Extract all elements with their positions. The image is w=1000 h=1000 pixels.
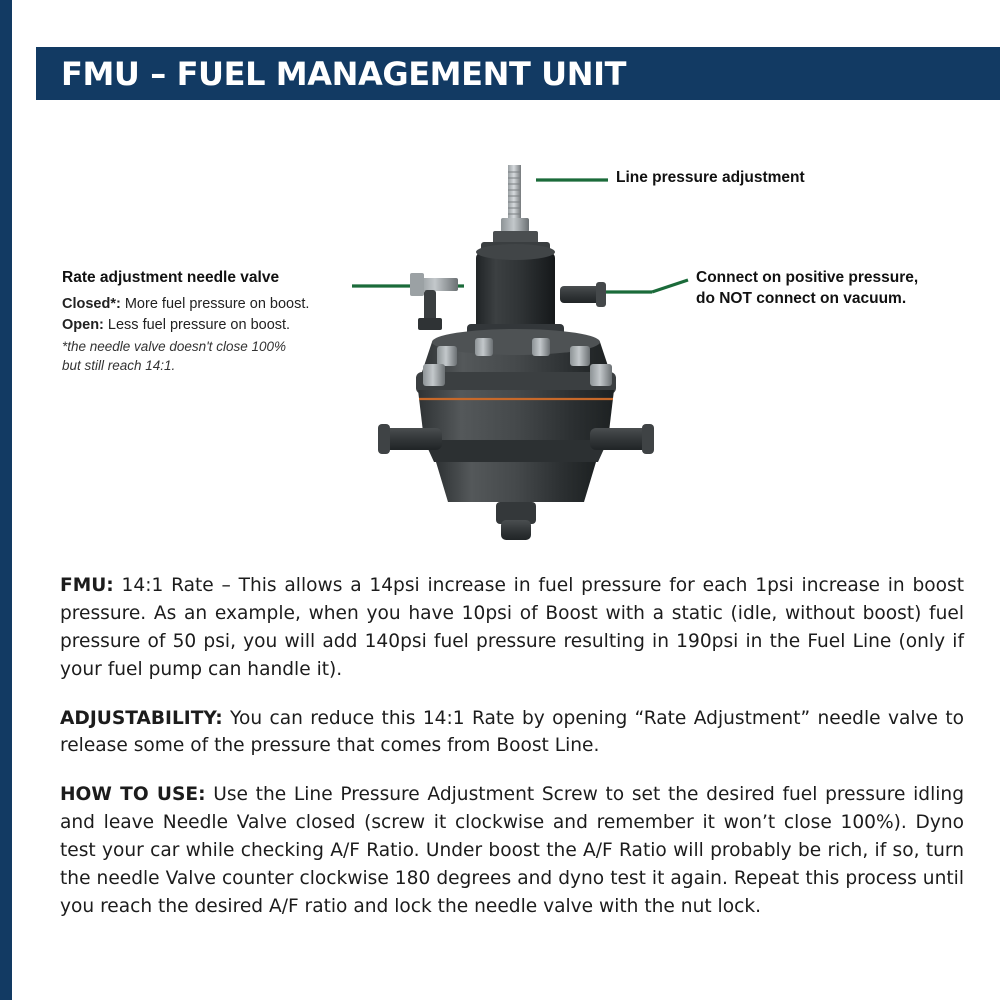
body-copy	[60, 572, 964, 921]
callout-line-pressure: Line pressure adjustment	[616, 169, 805, 186]
callout-rate-body	[62, 294, 402, 375]
callout-rate-note-line1: *the needle valve doesn't close 100%	[62, 339, 286, 355]
paragraph-how-to-use	[60, 781, 964, 920]
needle-valve-fitting	[410, 273, 458, 330]
regulator-cap	[467, 242, 564, 342]
paragraph-how-to-use-label: HOW TO USE:	[60, 784, 206, 806]
callout-rate-closed-label: Closed*:	[62, 296, 121, 312]
callout-rate-open-text: Less fuel pressure on boost.	[103, 316, 291, 333]
boost-port	[560, 282, 606, 307]
bottom-outlet	[496, 502, 536, 540]
header-bar	[36, 47, 1000, 100]
paragraph-adjustability-text: You can reduce this 14:1 Rate by opening “Rate Adjustment” needle valve to release some of the pressure that comes from Boost Line.	[60, 707, 964, 757]
paragraph-adjustability-label: ADJUSTABILITY:	[60, 707, 223, 729]
callout-connect-positive	[696, 268, 996, 310]
line-pressure-screw	[493, 165, 538, 244]
product-diagram	[12, 110, 1000, 540]
callout-rate-closed-text: More fuel pressure on boost.	[120, 296, 310, 312]
callout-rate-note-line2: but still reach 14:1.	[62, 358, 176, 374]
paragraph-fmu	[60, 572, 964, 684]
main-body	[418, 390, 614, 462]
callout-connect-line2: do NOT connect on vacuum.	[696, 289, 907, 307]
paragraph-fmu-label: FMU:	[60, 575, 114, 596]
callout-connect-line1: Connect on positive pressure,	[696, 269, 919, 286]
callout-rate-title: Rate adjustment needle valve	[62, 269, 280, 286]
paragraph-fmu-text: 14:1 Rate – This allows a 14psi increase in fuel pressure for each 1psi increase in boost pressure. As an example, when you have 10psi of Boost with a static (idle, without boost) fuel pressure of 50 psi, you will add 140psi fuel pressure resulting in 190psi in the Fuel Line (only if your fuel pump can handle it).	[60, 575, 964, 680]
callout-rate-closed	[62, 294, 402, 315]
paragraph-how-to-use-text: Use the Line Pressure Adjustment Screw to set the desired fuel pressure idling and leave Needle Valve closed (screw it clockwise and remember it won’t close 100%). Dyno test your car while checking A/F Ratio. Under boost the A/F Ratio will probably be rich, if so, turn the needle Valve counter clockwise 180 degrees and dyno test it again. Repeat this process until you reach the desired A/F ratio and lock the needle valve with the nut lock.	[60, 784, 964, 917]
callout-rate-open	[62, 315, 402, 336]
paragraph-adjustability	[60, 705, 964, 761]
callout-rate-open-label: Open:	[62, 316, 104, 333]
page-title: FMU – FUEL MANAGEMENT UNIT	[61, 54, 627, 93]
